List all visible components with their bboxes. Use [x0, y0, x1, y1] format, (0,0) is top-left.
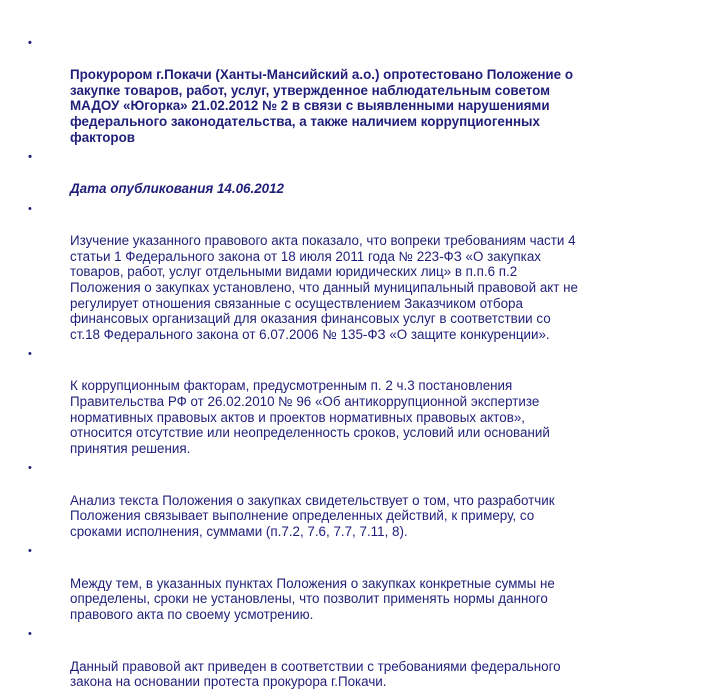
- bullet-text: К коррупционным факторам, предусмотренным п. 2 ч.3 постановления Правительства РФ от 26.02.2010 № 96 «Об антикоррупционной экспертизе нормативных правовых актов и проектов нормативных правовых актов», относится отсутствие или неопределенность сроков, условий или оснований принятия решения.: [70, 378, 550, 456]
- bullet-dot-icon: •: [28, 462, 32, 475]
- bullet-item-heading: [28, 36, 692, 145]
- bullet-item: [28, 202, 692, 342]
- bullet-text: Анализ текста Положения о закупках свидетельствует о том, что разработчик Положения связывает выполнение определенных действий, к примеру, со сроками исполнения, суммами (п.7.2, 7.6, 7.7, 7.11, 8).: [70, 492, 555, 539]
- bullet-dot-icon: •: [28, 37, 32, 49]
- bullet-text: Изучение указанного правового акта показало, что вопреки требованиям части 4 статьи 1 Федерального закона от 18 июля 2011 года № 223-ФЗ «О закупках товаров, работ, услуг отдельными видами юридических лиц» в п.п.6 п.2 Положения о закупках установлено, что данный муниципальный правовой акт не регулирует отношения связанные с осуществлением Заказчиком отбора финансовых организаций для оказания финансовых услуг в соответствии со ст.18 Федерального закона от 6.07.2006 № 135-ФЗ «О защите конкуренции».: [70, 233, 578, 342]
- bullet-list: [28, 36, 692, 695]
- bullet-item: [28, 627, 692, 689]
- bullet-text: Между тем, в указанных пунктах Положения о закупках конкретные суммы не определены, сроки не установлены, что позволит применять нормы данного правового акта по своему усмотрению.: [70, 575, 555, 622]
- bullet-dot-icon: •: [28, 545, 32, 558]
- bullet-dot-icon: •: [28, 628, 32, 641]
- bullet-dot-icon: •: [28, 202, 32, 215]
- bullet-text: Прокурором г.Покачи (Ханты-Мансийский а.о.) опротестовано Положение о закупке товаров, работ, услуг, утвержденное наблюдательным советом МАДОУ «Югорка» 21.02.2012 № 2 в связи с выявленными нарушениями федерального законодательства, а также наличием коррупциогенных факторов: [70, 67, 574, 145]
- bullet-text: Дата опубликования 14.06.2012: [70, 181, 285, 197]
- bullet-item: [28, 461, 692, 539]
- bullet-dot-icon: •: [28, 151, 32, 164]
- bullet-item: [28, 347, 692, 456]
- bullet-dot-icon: •: [28, 348, 32, 361]
- bullet-item: [28, 544, 692, 622]
- bullet-text: Данный правовой акт приведен в соответствии с требованиями федерального закона на основании протеста прокурора г.Покачи.: [70, 658, 561, 690]
- bullet-item-date: [28, 150, 692, 197]
